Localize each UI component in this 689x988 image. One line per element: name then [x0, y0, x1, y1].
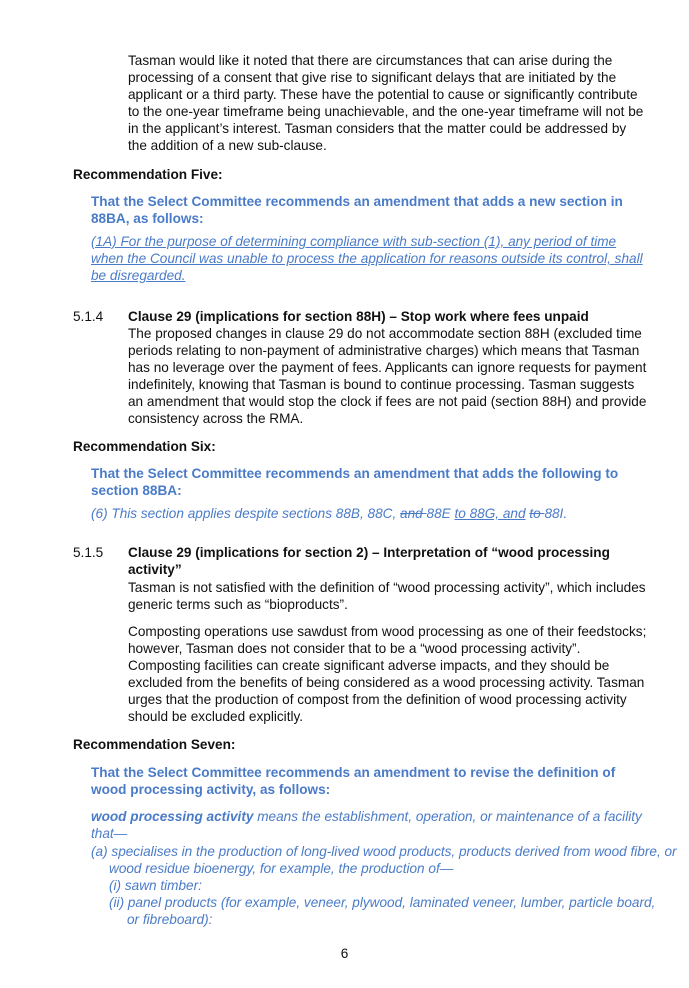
recommendation-six-text [91, 505, 651, 522]
section-5-1-4-heading: Clause 29 (implications for section 88H) – Stop work where fees unpaid [128, 309, 589, 324]
definition-term: wood processing activity [91, 809, 254, 824]
section-5-1-5-body-2: Composting operations use sawdust from wood processing as one of their feedstocks; however, Tasman does not consider that to be a “wood processing activity”. Composting facilities can create significant adverse impacts, and they should be excluded from the benefits of being considered as a wood processing activity. Tasman urges that the production of compost from the definition of wood processing activity should be excluded explicitly. [128, 624, 647, 724]
rec6-struck-1: and [400, 506, 427, 521]
definition-item-a: (a) specialises in the production of long-lived wood products, products derived from wood fibre, or wood residue bioenergy, for example, the production of— [91, 844, 677, 876]
section-number-5-1-4: 5.1.4 [73, 309, 104, 324]
recommendation-seven-lead: That the Select Committee recommends an amendment to revise the definition of wood processing activity, as follows: [91, 765, 616, 797]
recommendation-six-heading: Recommendation Six: [73, 439, 216, 454]
rec6-text-b: 88E [426, 506, 455, 521]
recommendation-five-heading: Recommendation Five: [73, 167, 223, 182]
rec6-struck-2: to [529, 506, 545, 521]
section-number-5-1-5: 5.1.5 [73, 545, 104, 560]
section-5-1-4-body: The proposed changes in clause 29 do not accommodate section 88H (excluded time periods relating to non-payment of administrative charges) which means that Tasman has no leverage over the payment of fees. Applicants can ignore requests for payment indefinitely, knowing that Tasman is bound to continue processing. Tasman suggests an amendment that would stop the clock if fees are not paid (section 88H) and provide consistency across the RMA. [128, 326, 647, 426]
rec6-text-a: (6) This section applies despite sections 88B, 88C, [91, 506, 401, 521]
definition-item-i: (i) sawn timber: [109, 878, 202, 893]
page-number: 6 [340, 946, 349, 961]
definition-item-ii: (ii) panel products (for example, veneer, plywood, laminated veneer, lumber, particle board, or fibreboard): [109, 895, 656, 927]
definition-text: means the establishment, operation, or maintenance of a facility that— [91, 809, 642, 841]
rec6-text-d: 88I. [544, 506, 568, 521]
rec6-inserted-1: to 88G, and [454, 506, 526, 521]
recommendation-seven-definition [91, 808, 651, 842]
recommendation-six-lead: That the Select Committee recommends an amendment that adds the following to section 88BA: [91, 466, 619, 498]
section-5-1-5-body-1: Tasman is not satisfied with the definition of “wood processing activity”, which includes generic terms such as “bioproducts”. [128, 580, 646, 612]
recommendation-five-text: (1A) For the purpose of determining compliance with sub-section (1), any period of time when the Council was unable to process the application for reasons outside its control, shall be disregarded. [91, 234, 643, 283]
recommendation-five-lead: That the Select Committee recommends an amendment that adds a new section in 88BA, as follows: [91, 194, 623, 226]
section-5-1-5-heading: Clause 29 (implications for section 2) – Interpretation of “wood processing activity” [128, 545, 610, 577]
intro-paragraph: Tasman would like it noted that there are circumstances that can arise during the processing of a consent that give rise to significant delays that are initiated by the applicant or a third party. These have the potential to cause or significantly contribute to the one-year timeframe being unachievable, and the one-year timeframe will not be in the applicant’s interest. Tasman considers that the matter could be addressed by the addition of a new sub-clause. [128, 53, 644, 153]
recommendation-seven-heading: Recommendation Seven: [73, 737, 236, 752]
